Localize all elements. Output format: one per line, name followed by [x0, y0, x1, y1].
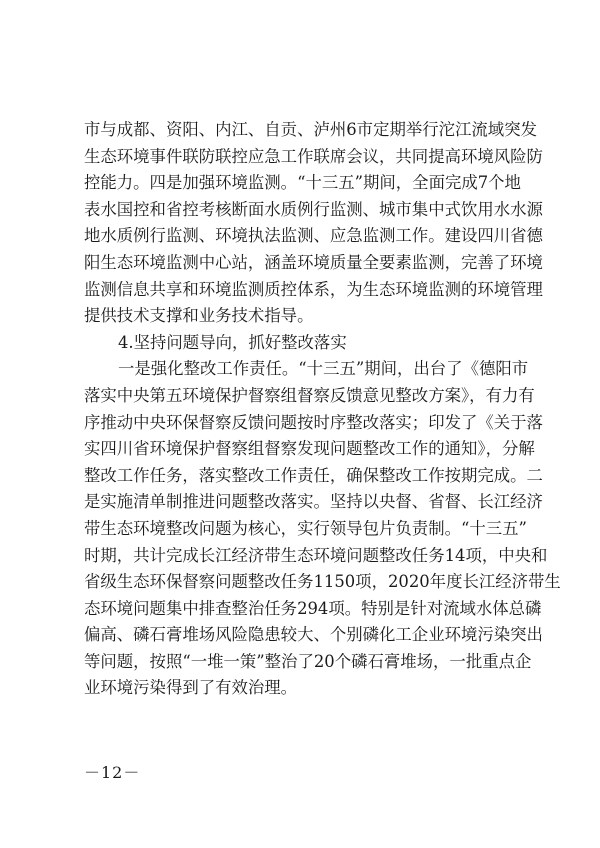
- text-line: 落实中央第五环境保护督察组督察反馈意见整改方案》，有力有: [84, 385, 535, 405]
- text-line: 省级生态环保督察问题整改任务1150项，2020年度长江经济带生: [84, 572, 561, 592]
- text-line: 控能力。四是加强环境监测。“十三五”期间，全面完成7个地: [84, 173, 521, 193]
- text-line: 提供技术支撑和业务技术指导。: [84, 306, 314, 326]
- text-line: 带生态环境整改问题为核心，实行领导包片负责制。“十三五”: [84, 518, 527, 538]
- body-text: [84, 117, 561, 702]
- text-line: 序推动中央环保督察反馈问题按时序整改落实；印发了《关于落: [84, 412, 543, 432]
- text-line: 地水质例行监测、环境执法监测、应急监测工作。建设四川省德: [84, 226, 543, 246]
- page-number: －12－: [84, 763, 141, 782]
- text-line: 生态环境事件联防联控应急工作联席会议，共同提高环境风险防: [84, 146, 543, 166]
- text-line: 是实施清单制推进问题整改落实。坚持以央督、省督、长江经济: [84, 492, 543, 512]
- text-line: 阳生态环境监测中心站，涵盖环境质量全要素监测，完善了环境: [84, 252, 543, 272]
- text-line: 态环境问题集中排查整治任务294项。特别是针对流域水体总磷: [84, 598, 542, 618]
- text-line: 业环境污染得到了有效治理。: [84, 678, 298, 698]
- text-line: 偏高、磷石膏堆场风险隐患较大、个别磷化工企业环境污染突出: [84, 625, 543, 645]
- text-line: 整改工作任务，落实整改工作责任，确保整改工作按期完成。二: [84, 465, 543, 485]
- section-heading: 4.坚持问题导向，抓好整改落实: [118, 332, 347, 352]
- text-line: 表水国控和省控考核断面水质例行监测、城市集中式饮用水水源: [84, 199, 543, 219]
- text-line: 一是强化整改工作责任。“十三五”期间，出台了《德阳市: [118, 359, 529, 379]
- text-line: 时期，共计完成长江经济带生态环境问题整改任务14项，中央和: [84, 545, 548, 565]
- text-line: 市与成都、资阳、内江、自贡、泸州6市定期举行沱江流域突发: [84, 120, 537, 139]
- text-line: 实四川省环境保护督察组督察发现问题整改工作的通知》，分解: [84, 439, 535, 459]
- text-line: 等问题，按照“一堆一策”整治了20个磷石膏堆场，一批重点企: [84, 651, 532, 671]
- text-line: 监测信息共享和环境监测质控体系，为生态环境监测的环境管理: [84, 279, 543, 299]
